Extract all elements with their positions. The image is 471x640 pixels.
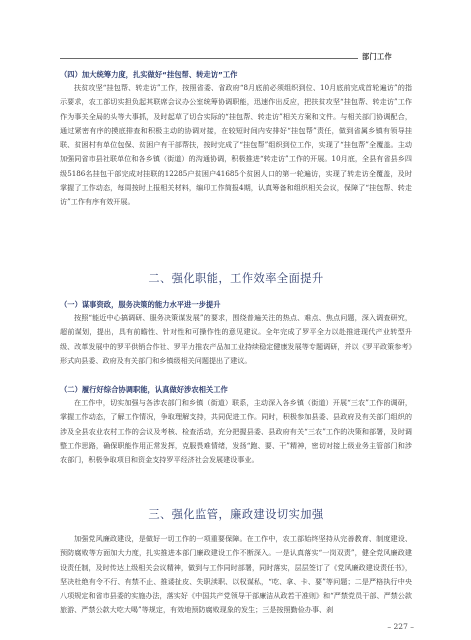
subsection-heading: （二）履行好综合协调职能，认真做好涉农相关工作 (60, 385, 228, 394)
section-title: 三、强化监管，廉政建设切实加强 (148, 508, 324, 521)
subsection-heading: （四）加大统筹力度，扎实做好“挂包帮、转走访”工作 (60, 70, 238, 79)
page-number: – 227 – (387, 622, 414, 631)
running-header: 部门工作 (362, 52, 392, 61)
section-three-body (60, 532, 412, 618)
body-paragraph: 按照“能近中心搞调研、服务决策谋发展”的要求，围绕普遍关注的热点、难点、焦点问题，深入调查研究，超前谋划，提出，具有前瞻性、针对性和可操作性的意见建议。全年完成了罗平全力以赴推进现代产业转型升级、改革发展中的罗平供销合作社、罗平力推农产品加工业持续稳定健康发展等专题调研，并以《罗平政策参考》形式向县委、政府及有关部门和乡镇级相关问题提出了建议。 (60, 313, 412, 365)
section-title: 二、强化职能，工作效率全面提升 (148, 272, 324, 285)
header-rule (60, 58, 358, 59)
subsection-four (60, 68, 412, 210)
subsection-heading: （一）谋事资政，服务决策的能力水平进一步提升 (60, 300, 221, 309)
body-paragraph: 扶贫攻坚“挂包帮、转走访”工作，按照省委、省政府“8月底前必须组织到位、10月底前完成首轮遍访”的指示要求，农工部切实担负起其联席会议办公室统筹协调职能，迅速作出反应，把扶贫攻坚“挂包帮、转走访”工作作为事关全局的头等大事抓，及时起草了切合实际的“挂包帮、转走访”相关方案和文件。与相关部门协调配合，通过紧密有序的摸底排查和积极主动的协调对接，在较短时间内安排好“挂包帮”责任，做到省属乡镇有领导挂联、贫困村有单位包保、贫困户有干部帮扶，按时完成了“挂包帮”组织到位工作，实现了“挂包帮”全覆盖。主动加强同省市县社联单位和各乡镇（街道）的沟通协调，积极推进“转走访”工作的开展。10月底，全县有省县乡四级5186名挂包干部完成对挂联的12285户贫困户41685个贫困人口的第一轮遍访，实现了转走访全覆盖，及时掌握了工作动态，每周按时上报相关材料，编印工作简报4期，认真筹备和组织相关会议，保障了“挂包帮、转走访”工作有序有效开展。 (60, 83, 412, 207)
body-paragraph: 在工作中，切实加强与各涉农部门和乡镇（街道）联系，主动深入各乡镇（街道）开展“三农”工作的调研，掌握工作动态，了解工作情况，争取理解支持，共同促进工作。同时，积极参加县委、县政府及有关部门组织的涉及全县农业农村工作的会议及考核、检查活动，充分把握县委、县政府有关“三农”工作的决策和部署，及时调整工作思路，确保职能作用正常发挥，克服畏难情绪，发扬“跑、要、干”精神，密切对接上级业务主管部门和涉农部门，积极争取项目和资金支持罗平经济社会发展建设事业。 (60, 398, 412, 465)
subsection-two (60, 383, 412, 467)
subsection-one (60, 298, 412, 368)
body-paragraph: 加强党风廉政建设，是做好一切工作的一项重要保障。在工作中，农工部始终坚持从完善教育、制度建设、预防腐败等方面加大力度，扎实推进本部门廉政建设工作不断深入。一是认真落实“一岗双责”，健全党风廉政建设责任制，及时传达上级相关会议精神，做到与工作同时部署，同时落实，层层签订了《党风廉政建设责任书》，坚决杜绝有令不行、有禁不止、推诿扯皮、失职渎职、以权谋私，“吃、拿、卡、要”等问题；二是严格执行中央八项规定和省市县委的实施办法，落实好《中国共产党领导干部廉洁从政若干准则》和“严禁党员干部、严禁公款旅游、严禁公款大吃大喝”等规定，有效地预防腐败现象的发生；三是按照勤俭办事、刹 (60, 534, 412, 615)
